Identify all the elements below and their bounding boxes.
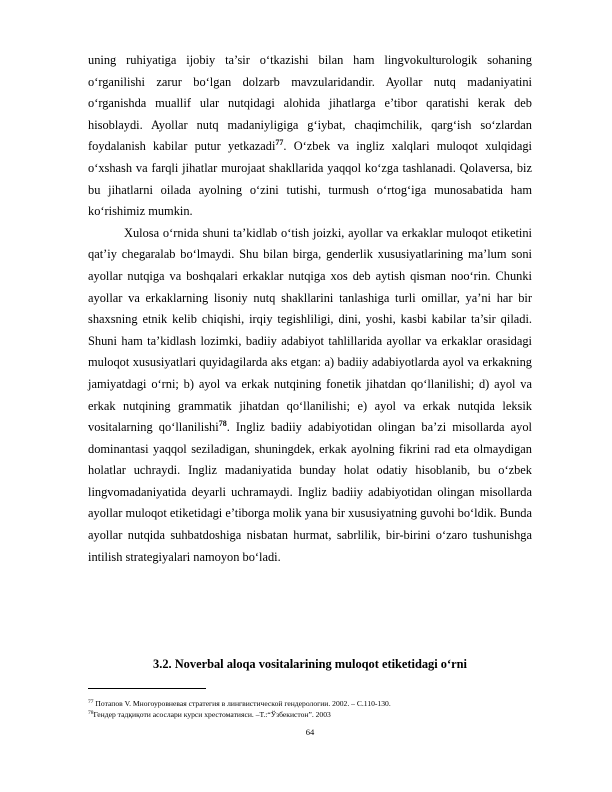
paragraph-2-text-a: Xulosa o‘rnida shuni ta’kidlab o‘tish joizki, ayollar va erkaklar muloqot etiketini qat’iy chegaralab bo‘lmaydi. Shu bilan birga, genderlik xususiyatlarining ma’lum soni ayollar nutqiga va boshqalari erkaklar nutqiga xos deb aytish qisman noo‘rin. Chunki ayollar va erkaklarning lisoniy nutq shakllarini tanlashiga turli omillar, ya’ni har bir shaxsning etnik kelib chiqishi, irqiy tegishliligi, dini, yoshi, kasbi kabilar ta’sir qiladi. Shuni ham ta’kidlash lozimki, badiiy adabiyot tahlillarida ayollar va erkaklar orasidagi muloqot xususiyatlari quyidagilarda aks etgan: a) badiiy adabiyotlarda ayol va erkakning jamiyatdagi o‘rni; b) ayol va erkak nutqining fonetik jihatdan qo‘llanilishi; d) ayol va erkak nutqining grammatik jihatdan qo‘llanilishi; e) ayol va erkak nutqida leksik vositalarning qo‘llanilishi <box>88 225 532 435</box>
section-heading: 3.2. Noverbal aloqa vositalarining muloqot etiketidagi o‘rni <box>153 657 467 671</box>
paragraph-1-text-b: . O‘zbek va ingliz xalqlari muloqot xulqidagi o‘xshash va farqli jihatlar murojaat shakllarida yaqqol ko‘zga tashlanadi. Qolaversa, biz bu jihatlarni oilada ayolning o‘zini tutishi, turmush o‘rtog‘iga munosabatida ham ko‘rishimiz mumkin. <box>88 139 532 219</box>
footnote-number: 77 <box>88 699 94 705</box>
footnote-divider <box>88 688 206 689</box>
footnote-text: Гендер тадқиқоти асослари курси хрестоматияси. –Т.:“Ўзбекистон”. 2003 <box>93 710 331 719</box>
footnote-ref-77[interactable]: 77 <box>275 138 284 148</box>
footnote-ref-78[interactable]: 78 <box>218 419 227 429</box>
paragraph-1 <box>88 50 532 223</box>
paragraph-2-text-b: . Ingliz badiiy adabiyotidan olingan ba’zi misollarda ayol dominantasi yaqqol seziladigan, shuningdek, erkak ayolning fikrini rad eta olmaydigan holatlar uchraydi. Ingliz madaniyatida bunday holat odatiy hisoblanib, bu o‘zbek lingvomadaniyatida deyarli uchramaydi. Ingliz badiiy adabiyotidan olingan misollarda ayollar muloqot etiketidagi e’tiborga molik yana bir xususiyatning guvohi bo‘ldik. Bunda ayollar nutqida suhbatdoshiga nisbatan hurmat, sabrlilik, bir-birini o‘zaro tushunishga intilish strategiyalari namoyon bo‘ladi. <box>88 420 532 564</box>
footnote-number: 78 <box>88 710 94 716</box>
paragraph-1-text-a: uning ruhiyatiga ijobiy ta’sir o‘tkazishi bilan ham lingvokulturologik sohaning o‘rganilishi zarur bo‘lgan dolzarb mavzularidandir. Ayollar nutq madaniyatini o‘rganishda muallif ular nutqidagi alohida jihatlarga e’tibor qaratishi kerak deb hisoblaydi. Ayollar nutq madaniyligiga g‘iybat, chaqimchilik, qarg‘ish so‘zlardan foydalanish kabilar putur yetkazadi <box>88 53 532 154</box>
footnotes <box>88 698 532 720</box>
footnote-78 <box>88 709 532 720</box>
page-body <box>88 50 532 568</box>
footnote-text: Потапов V. Многоуровневая стратегия в лингвистической гендерологии. 2002. – С.110-130. <box>95 699 391 708</box>
footnote-77 <box>88 698 532 709</box>
page-number: 64 <box>305 727 315 737</box>
paragraph-2 <box>88 223 532 569</box>
